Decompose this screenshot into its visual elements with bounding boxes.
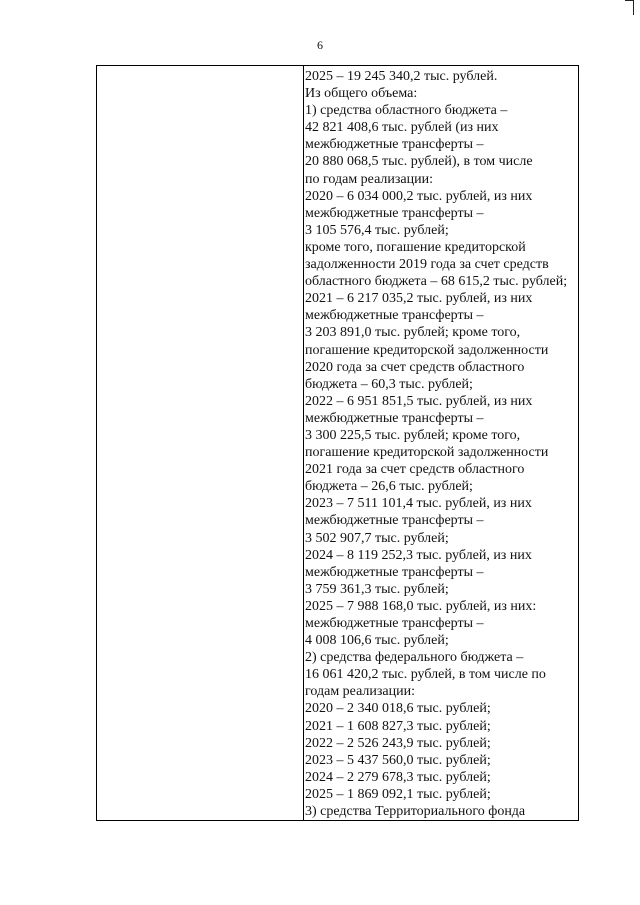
text-line: 2020 – 2 340 018,6 тыс. рублей; [305, 701, 491, 717]
text-line: 3 502 907,7 тыс. рублей; [305, 530, 449, 546]
text-line: по годам реализации: [305, 171, 433, 187]
text-line: 2) средства федерального бюджета – [305, 650, 524, 666]
text-line: областного бюджета – 68 615,2 тыс. рублей; [305, 274, 568, 290]
text-line: 3 105 576,4 тыс. рублей; [305, 222, 449, 238]
text-line: межбюджетные трансферты – [305, 308, 484, 324]
text-line: 2022 – 6 951 851,5 тыс. рублей, из них [305, 393, 533, 409]
text-line: межбюджетные трансферты – [305, 513, 484, 529]
text-line: 2025 – 19 245 340,2 тыс. рублей. [305, 69, 498, 84]
text-line: 16 061 420,2 тыс. рублей, в том числе по [305, 667, 546, 683]
text-line: 4 008 106,6 тыс. рублей; [305, 633, 449, 649]
text-line: 42 821 408,6 тыс. рублей (из них [305, 120, 499, 136]
text-line: 2021 – 6 217 035,2 тыс. рублей, из них [305, 291, 533, 307]
text-line: 2023 – 5 437 560,0 тыс. рублей; [305, 752, 491, 768]
budget-table [96, 65, 579, 821]
table-left-cell [97, 66, 303, 820]
table-right-cell [302, 68, 577, 820]
text-line: 2020 – 6 034 000,2 тыс. рублей, из них [305, 188, 533, 204]
text-line: 3 300 225,5 тыс. рублей; кроме того, [305, 427, 521, 443]
text-line: 2025 – 1 869 092,1 тыс. рублей; [305, 786, 491, 802]
text-line: 3 759 361,3 тыс. рублей; [305, 581, 449, 597]
text-line: 2020 года за счет средств областного [305, 359, 525, 375]
text-line: погашение кредиторской задолженности [305, 445, 549, 461]
text-line: 3) средства Территориального фонда [305, 804, 526, 820]
text-line: межбюджетные трансферты – [305, 410, 484, 426]
text-line: 2022 – 2 526 243,9 тыс. рублей; [305, 735, 491, 751]
text-line: 2024 – 8 119 252,3 тыс. рублей, из них [305, 547, 532, 563]
text-line: 1) средства областного бюджета – [305, 103, 508, 119]
text-line: бюджета – 26,6 тыс. рублей; [305, 479, 473, 495]
text-line: задолженности 2019 года за счет средств [305, 257, 549, 273]
corner-mark [625, 0, 634, 15]
text-line: межбюджетные трансферты – [305, 205, 484, 221]
text-line: годам реализации: [305, 684, 415, 700]
text-line: межбюджетные трансферты – [305, 137, 484, 153]
text-line: 3 203 891,0 тыс. рублей; кроме того, [305, 325, 521, 341]
text-line: 2021 года за счет средств областного [305, 462, 525, 478]
text-line: 2021 – 1 608 827,3 тыс. рублей; [305, 718, 491, 734]
text-line: межбюджетные трансферты – [305, 564, 484, 580]
text-line: 2025 – 7 988 168,0 тыс. рублей, из них: [305, 598, 537, 614]
text-line: 2024 – 2 279 678,3 тыс. рублей; [305, 769, 491, 785]
text-line: Из общего объема: [305, 86, 418, 102]
text-line: погашение кредиторской задолженности [305, 342, 549, 358]
text-line: бюджета – 60,3 тыс. рублей; [305, 376, 473, 392]
page-number: 6 [317, 38, 323, 52]
text-line: кроме того, погашение кредиторской [305, 239, 526, 255]
text-line: 2023 – 7 511 101,4 тыс. рублей, из них [305, 496, 532, 512]
text-line: 20 880 068,5 тыс. рублей), в том числе [305, 154, 533, 170]
text-line: межбюджетные трансферты – [305, 616, 484, 631]
